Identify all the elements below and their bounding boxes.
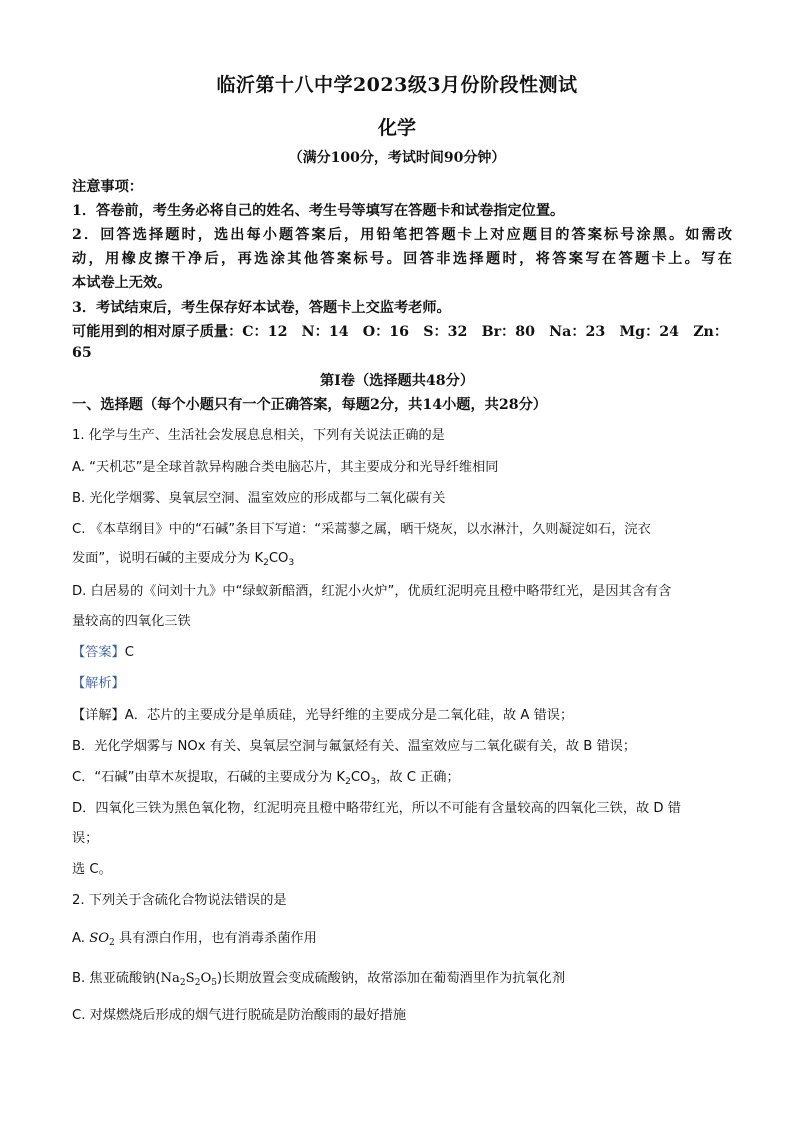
note-item-2-line-3: 本试卷上无效。 <box>72 275 172 291</box>
answer-value: C <box>124 645 134 660</box>
subject-title: 化学 <box>377 117 416 139</box>
exam-title: 临沂第十八中学2023级3月份阶段性测试 <box>216 74 578 96</box>
q1-detail-d-line-1: D．四氧化三铁为黑色氧化物，红泥明亮且橙中略带红光，所以不可能有含量较高的四氧化三铁，故 D 错 <box>72 801 681 816</box>
part-title: 第Ⅰ卷（选择题共48分） <box>319 373 475 389</box>
q1-option-d-line-1: D. 白居易的《问刘十九》中“绿蚁新醅酒，红泥小火炉”，优质红泥明亮且橙中略带红光，是因其含有含 <box>72 584 672 599</box>
answer-label: 【答案】 <box>72 645 125 660</box>
note-item-2-line-2: 动，用橡皮擦干净后，再选涂其他答案标号。回答非选择题时，将答案写在答题卡上。写在 <box>72 251 732 267</box>
exam-info: （满分100分，考试时间90分钟） <box>288 150 506 166</box>
q1-option-d-line-2: 量较高的四氧化三铁 <box>72 614 191 629</box>
atomic-mass-line-1: 可能用到的相对原子质量：C：12 N：14 O：16 S：32 Br：80 Na：23 Mg：24 Zn： <box>72 324 729 340</box>
note-item-3: 3．考试结束后，考生保存好本试卷，答题卡上交监考老师。 <box>72 300 451 316</box>
q2-stem: 2. 下列关于含硫化合物说法错误的是 <box>72 893 287 908</box>
detail-label: 【详解】 <box>72 708 125 723</box>
q1-answer <box>72 641 732 660</box>
q1-option-c-line-2: 发面”，说明石碱的主要成分为 $K_2CO_3$ <box>72 551 295 568</box>
notes-heading: 注意事项： <box>72 179 143 195</box>
atomic-mass-line-2: 65 <box>72 345 92 361</box>
q2-option-c: C. 对煤燃烧后形成的烟气进行脱硫是防治酸雨的最好措施 <box>72 1008 407 1023</box>
analysis-label: 【解析】 <box>72 676 125 691</box>
note-item-2-line-1: 2．回答选择题时，选出每小题答案后，用铅笔把答题卡上对应题目的答案标号涂黑。如需改 <box>72 227 732 243</box>
q2-option-b: B. 焦亚硫酸钠$(Na_2S_2O_5)$长期放置会变成硫酸钠，故常添加在葡萄酒里作为抗氧化剂 <box>72 971 566 988</box>
q1-option-a: A. “天机芯”是全球首款异构融合类电脑芯片，其主要成分和光导纤维相同 <box>72 460 499 475</box>
section-heading: 一、选择题（每个小题只有一个正确答案，每题2分，共14小题，共28分） <box>72 397 547 413</box>
q1-option-b: B. 光化学烟雾、臭氧层空洞、温室效应的形成都与二氧化碳有关 <box>72 491 446 506</box>
q1-detail-b: B．光化学烟雾与 NOx 有关、臭氧层空洞与氟氯烃有关、温室效应与二氧化碳有关，故 B 错误； <box>72 739 637 754</box>
q1-stem: 1. 化学与生产、生活社会发展息息相关，下列有关说法正确的是 <box>72 428 445 443</box>
q1-detail-a: 【详解】A．芯片的主要成分是单质硅，光导纤维的主要成分是二氧化硅，故 A 错误； <box>72 708 574 723</box>
q1-option-c-line-1: C. 《本草纲目》中的“石碱”条目下写道：“采蒿蓼之属，晒干烧灰，以水淋汁，久则凝淀如石，浣衣 <box>72 522 651 537</box>
q1-detail-c: C．“石碱”由草木灰提取，石碱的主要成分为 $K_2CO_3$，故 C 正确； <box>72 770 460 787</box>
note-item-1: 1．答卷前，考生务必将自己的姓名、考生号等填写在答题卡和试卷指定位置。 <box>72 203 565 219</box>
q1-conclusion: 选 C。 <box>72 862 112 877</box>
q2-option-a: A. $SO_2$ 具有漂白作用，也有消毒杀菌作用 <box>72 931 317 948</box>
q1-detail-d-line-2: 误； <box>72 831 99 846</box>
